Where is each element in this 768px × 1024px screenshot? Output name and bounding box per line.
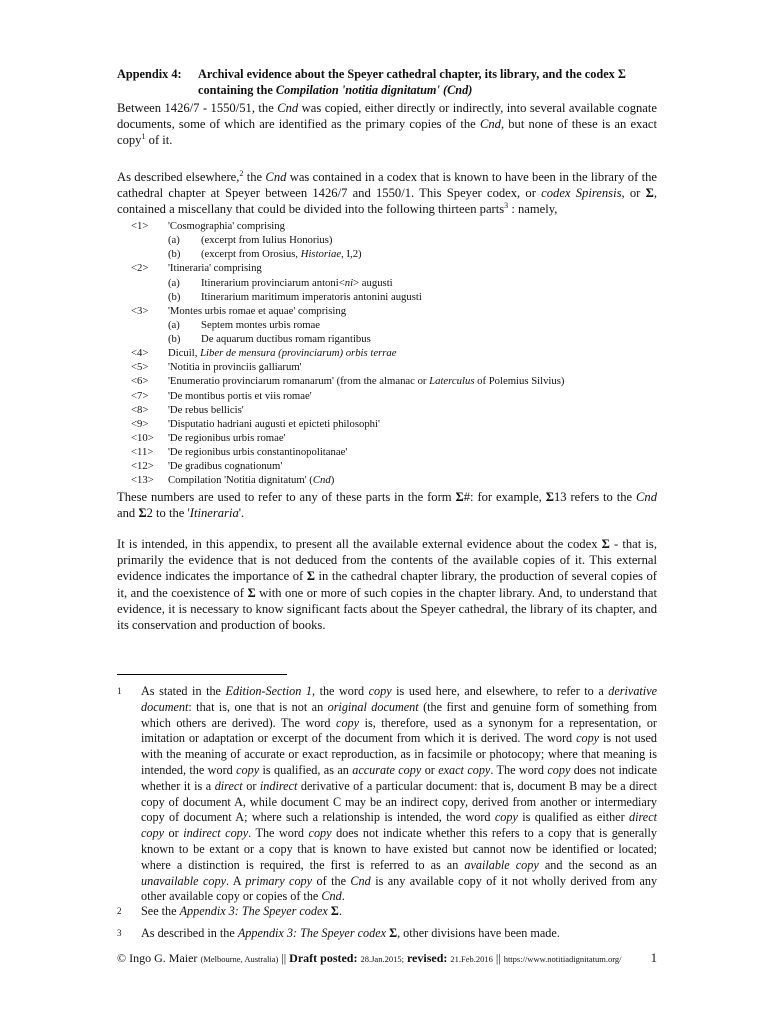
part-number: <13> (131, 474, 154, 487)
page-footer: © Ingo G. Maier (Melbourne, Australia) || Draft posted: 28.Jan.2015; revised: 21.Feb.2016 || https://www.notitiadignitatum.org/ 1 (117, 951, 657, 965)
part-title: (excerpt from Iulius Honorius) (201, 234, 333, 247)
part-number: <9> (131, 417, 149, 430)
footnote-separator (117, 674, 287, 675)
sub-part-letter: (b) (168, 290, 181, 303)
list-item (117, 247, 657, 261)
part-number: <1> (131, 220, 149, 232)
list-item (117, 233, 657, 247)
list-item (117, 417, 657, 431)
list-item (117, 332, 657, 346)
part-title: 'Montes urbis romae et aquae' comprising (168, 304, 347, 317)
part-number: <12> (131, 460, 154, 473)
list-item (117, 431, 657, 445)
part-title: 'Enumeratio provinciarum romanarum' (from the almanac or Laterculus of Polemius Silvius) (168, 375, 565, 388)
page-number: 1 (650, 951, 657, 965)
footnote-ref-1[interactable]: 1 (141, 132, 146, 142)
copyright: © Ingo G. Maier (117, 951, 198, 965)
paragraph-numbering: These numbers are used to refer to any of these parts in the form Σ#: for example, Σ13 refers to the Cnd and Σ2 to the 'Itineraria'. (117, 490, 658, 521)
author-location: (Melbourne, Australia) (200, 954, 279, 964)
part-number: <7> (131, 389, 149, 402)
part-number: <4> (131, 347, 149, 360)
paragraph-purpose: It is intended, in this appendix, to present all the available external evidence about the codex Σ - that is, primarily the evidence that is not deduced from the contents of the available copies of it. This external evidence indicates the importance of Σ in the cathedral chapter library, the production of several copies of it, and the coexistence of Σ with one or more of such copies in the chapter library. And, to understand that evidence, it is necessary to know significant facts about the Speyer cathedral, the library of its chapter, and its conservation and production of books. (117, 537, 657, 633)
sub-part-letter: (b) (168, 248, 181, 261)
part-title: 'De regionibus urbis romae' (168, 431, 286, 444)
sub-part-letter: (a) (168, 276, 180, 289)
part-number: <6> (131, 375, 149, 388)
part-number: <10> (131, 431, 154, 444)
appendix-title: Archival evidence about the Speyer cathedral chapter, its library, and the codex Σ containing the Compilation 'notitia dignitatum' (Cnd) (198, 67, 626, 97)
part-title: Dicuil, Liber de mensura (provinciarum) orbis terrae (168, 347, 397, 360)
list-item (117, 445, 657, 459)
list-item (117, 219, 657, 233)
part-number: <2> (131, 262, 149, 275)
part-number: <11> (131, 446, 154, 458)
list-item (117, 304, 657, 318)
part-title: (excerpt from Orosius, Historiae, I,2) (201, 248, 362, 261)
footnote-ref-2[interactable]: 2 (239, 169, 244, 178)
part-title: 'Disputatio hadriani augusti et epicteti philosophi' (168, 417, 380, 430)
part-number: <3> (131, 304, 149, 317)
list-item (117, 290, 657, 304)
sub-part-letter: (a) (168, 318, 180, 331)
list-item (117, 346, 657, 360)
part-title: Compilation 'Notitia dignitatum' (Cnd) (168, 474, 335, 487)
list-item (117, 403, 657, 417)
appendix-label: Appendix 4: (117, 67, 182, 81)
sub-part-letter: (b) (168, 333, 181, 345)
sub-part-letter: (a) (168, 234, 180, 247)
part-title: 'De gradibus cognationum' (168, 460, 283, 473)
footnote-ref-3[interactable]: 3 (504, 201, 509, 211)
part-title: Itinerarium maritimum imperatoris antonini augusti (201, 290, 422, 303)
paragraph-codex: As described elsewhere,$^2$ the Cnd was contained in a codex that is known to have been in the library of the cathedral chapter at Speyer between 1426/7 and 1550/1. This Speyer codex, or codex Spirensis, or Σ, contained a miscellany that could be divided into the following thirteen parts$^3$ : namely, (117, 169, 658, 217)
part-title: De aquarum ductibus romam rigantibus (201, 333, 371, 345)
document-page: Appendix 4: Archival evidence about the Speyer cathedral chapter, its library, and the codex Σ containing the Compilation 'notitia dignitatum' (Cnd) Between 1426/7 - 1550/51, the Cnd was copied, either directly or indirectly, into several available cognate documents, some of which are identified as the primary copies of the Cnd, but none of these is an exact copy$^1$ of it. As described elsewhere,$^2$ the Cnd was contained in a codex that is known to have been in the library of the cathedral chapter at Speyer between 1426/7 and 1550/1. This Speyer codex, or codex Spirensis, or Σ, contained a miscellany that could be divided into the following thirteen parts$^3$ : namely, <1> 'Cosmographia' comprising (a) (excerpt from Iulius Honorius) (b) (excerpt from Orosius, Historiae, I,2) <2> 'Itineraria' comprising (a) Itinerarium provinciarum antoni<ni> augusti (b) Itinerarium maritimum imperatoris antonini augusti <3> 'Montes urbis romae et aquae' comprising (a) Septem montes urbis romae (b) De aquarum ductibus romam rigantibus <4> Dicuil, Liber de mensura (provinciarum) orbis terrae <5> 'Notitia in provinciis galliarum' <6> 'Enumeratio provinciarum romanarum' (from the almanac or Laterculus of Polemius Silvius) <7> 'De montibus portis et viis romae' <8> 'De rebus bellicis' <9> 'Disputatio hadriani augusti et epicteti philosophi' <10> 'De regionibus urbis romae' <11> 'De regionibus urbis constantinopolitanae' <12> 'De gradibus cognationum' <13> Compilation 'Notitia dignitatum' (Cnd) These numbers are used to refer to any of these parts in the form Σ#: for example, Σ13 refers to the Cnd and Σ2 to the 'Itineraria'. It is intended, in this appendix, to present all the available external evidence about the codex Σ - that is, primarily the evidence that is not deduced from the contents of the available copies of it. This external evidence indicates the importance of Σ in the cathedral chapter library, the production of several copies of it, and the coexistence of Σ with one or more of such copies in the chapter library. And, to understand that evidence, it is necessary to know significant facts about the Speyer cathedral, the library of its chapter, and its conservation and production of books. 1 As stated in the Edition-Section 1, the word copy is used here, and elsewhere, to refer to a derivative document: that is, one that is not an original document (the first and genuine form of something from which others are derived). The word copy is, therefore, used as a synonym for a representation, or imitation or adaptation or excerpt of the document from which it is derived. The word copy is not used with the meaning of accurate or exact reproduction, as in facsimile or photocopy; where that meaning is intended, the word copy is qualified, as an accurate copy or exact copy. The word copy does not indicate whether it is a direct or indirect derivative of a particular document: that is, document B may be a direct copy of document A, while document C may be an indirect copy, derived from another or intermediary copy of document A; where such a relationship is intended, the word copy is qualified as either direct copy or indirect copy. The word copy does not indicate whether this refers to a copy that is generally known to be extant or a copy that is known to have existed but cannot now be identified or located; where a distinction is required, the first is referred to as an available copy and the second as an unavailable copy. A primary copy of the Cnd is any available copy of it not wholly derived from any other available copy or copies of the Cnd. 2 See the Appendix 3: The Speyer codex Σ. 3 As described in the Appendix 3: The Speyer codex Σ, other divisions have been made. © Ingo G. Maier (Melbourne, Australia) || Draft posted: 28.Jan.2015; revised: 21.Feb.2016 || https://www.notitiadignitatum.org/ 1 (117, 67, 658, 965)
list-item (117, 473, 657, 487)
sigma-symbol: Σ (645, 186, 654, 201)
part-number: <5> (131, 361, 149, 374)
website-link[interactable]: https://www.notitiadignitatum.org/ (503, 954, 622, 964)
list-item (117, 459, 657, 473)
part-title: 'De rebus bellicis' (168, 403, 244, 416)
part-title: 'Itineraria' comprising (168, 262, 262, 275)
part-title: Septem montes urbis romae (201, 318, 321, 331)
list-item (117, 276, 657, 290)
part-title: 'De regionibus urbis constantinopolitanae' (168, 446, 348, 458)
list-item (117, 261, 657, 275)
list-item (117, 374, 657, 388)
part-title: Itinerarium provinciarum antoni<ni> augusti (201, 276, 393, 289)
list-item (117, 389, 657, 403)
part-title: 'De montibus portis et viis romae' (168, 389, 312, 402)
parts-list (117, 219, 657, 487)
list-item (117, 318, 657, 332)
list-item (117, 360, 657, 374)
part-title: 'Cosmographia' comprising (168, 220, 285, 232)
paragraph-intro: Between 1426/7 - 1550/51, the Cnd was copied, either directly or indirectly, into several available cognate documents, some of which are identified as the primary copies of the Cnd, but none of these is an exact copy$^1$ of it. (117, 101, 658, 148)
part-number: <8> (131, 403, 149, 416)
sigma-symbol: Σ (617, 67, 626, 81)
part-title: 'Notitia in provinciis galliarum' (168, 361, 302, 374)
